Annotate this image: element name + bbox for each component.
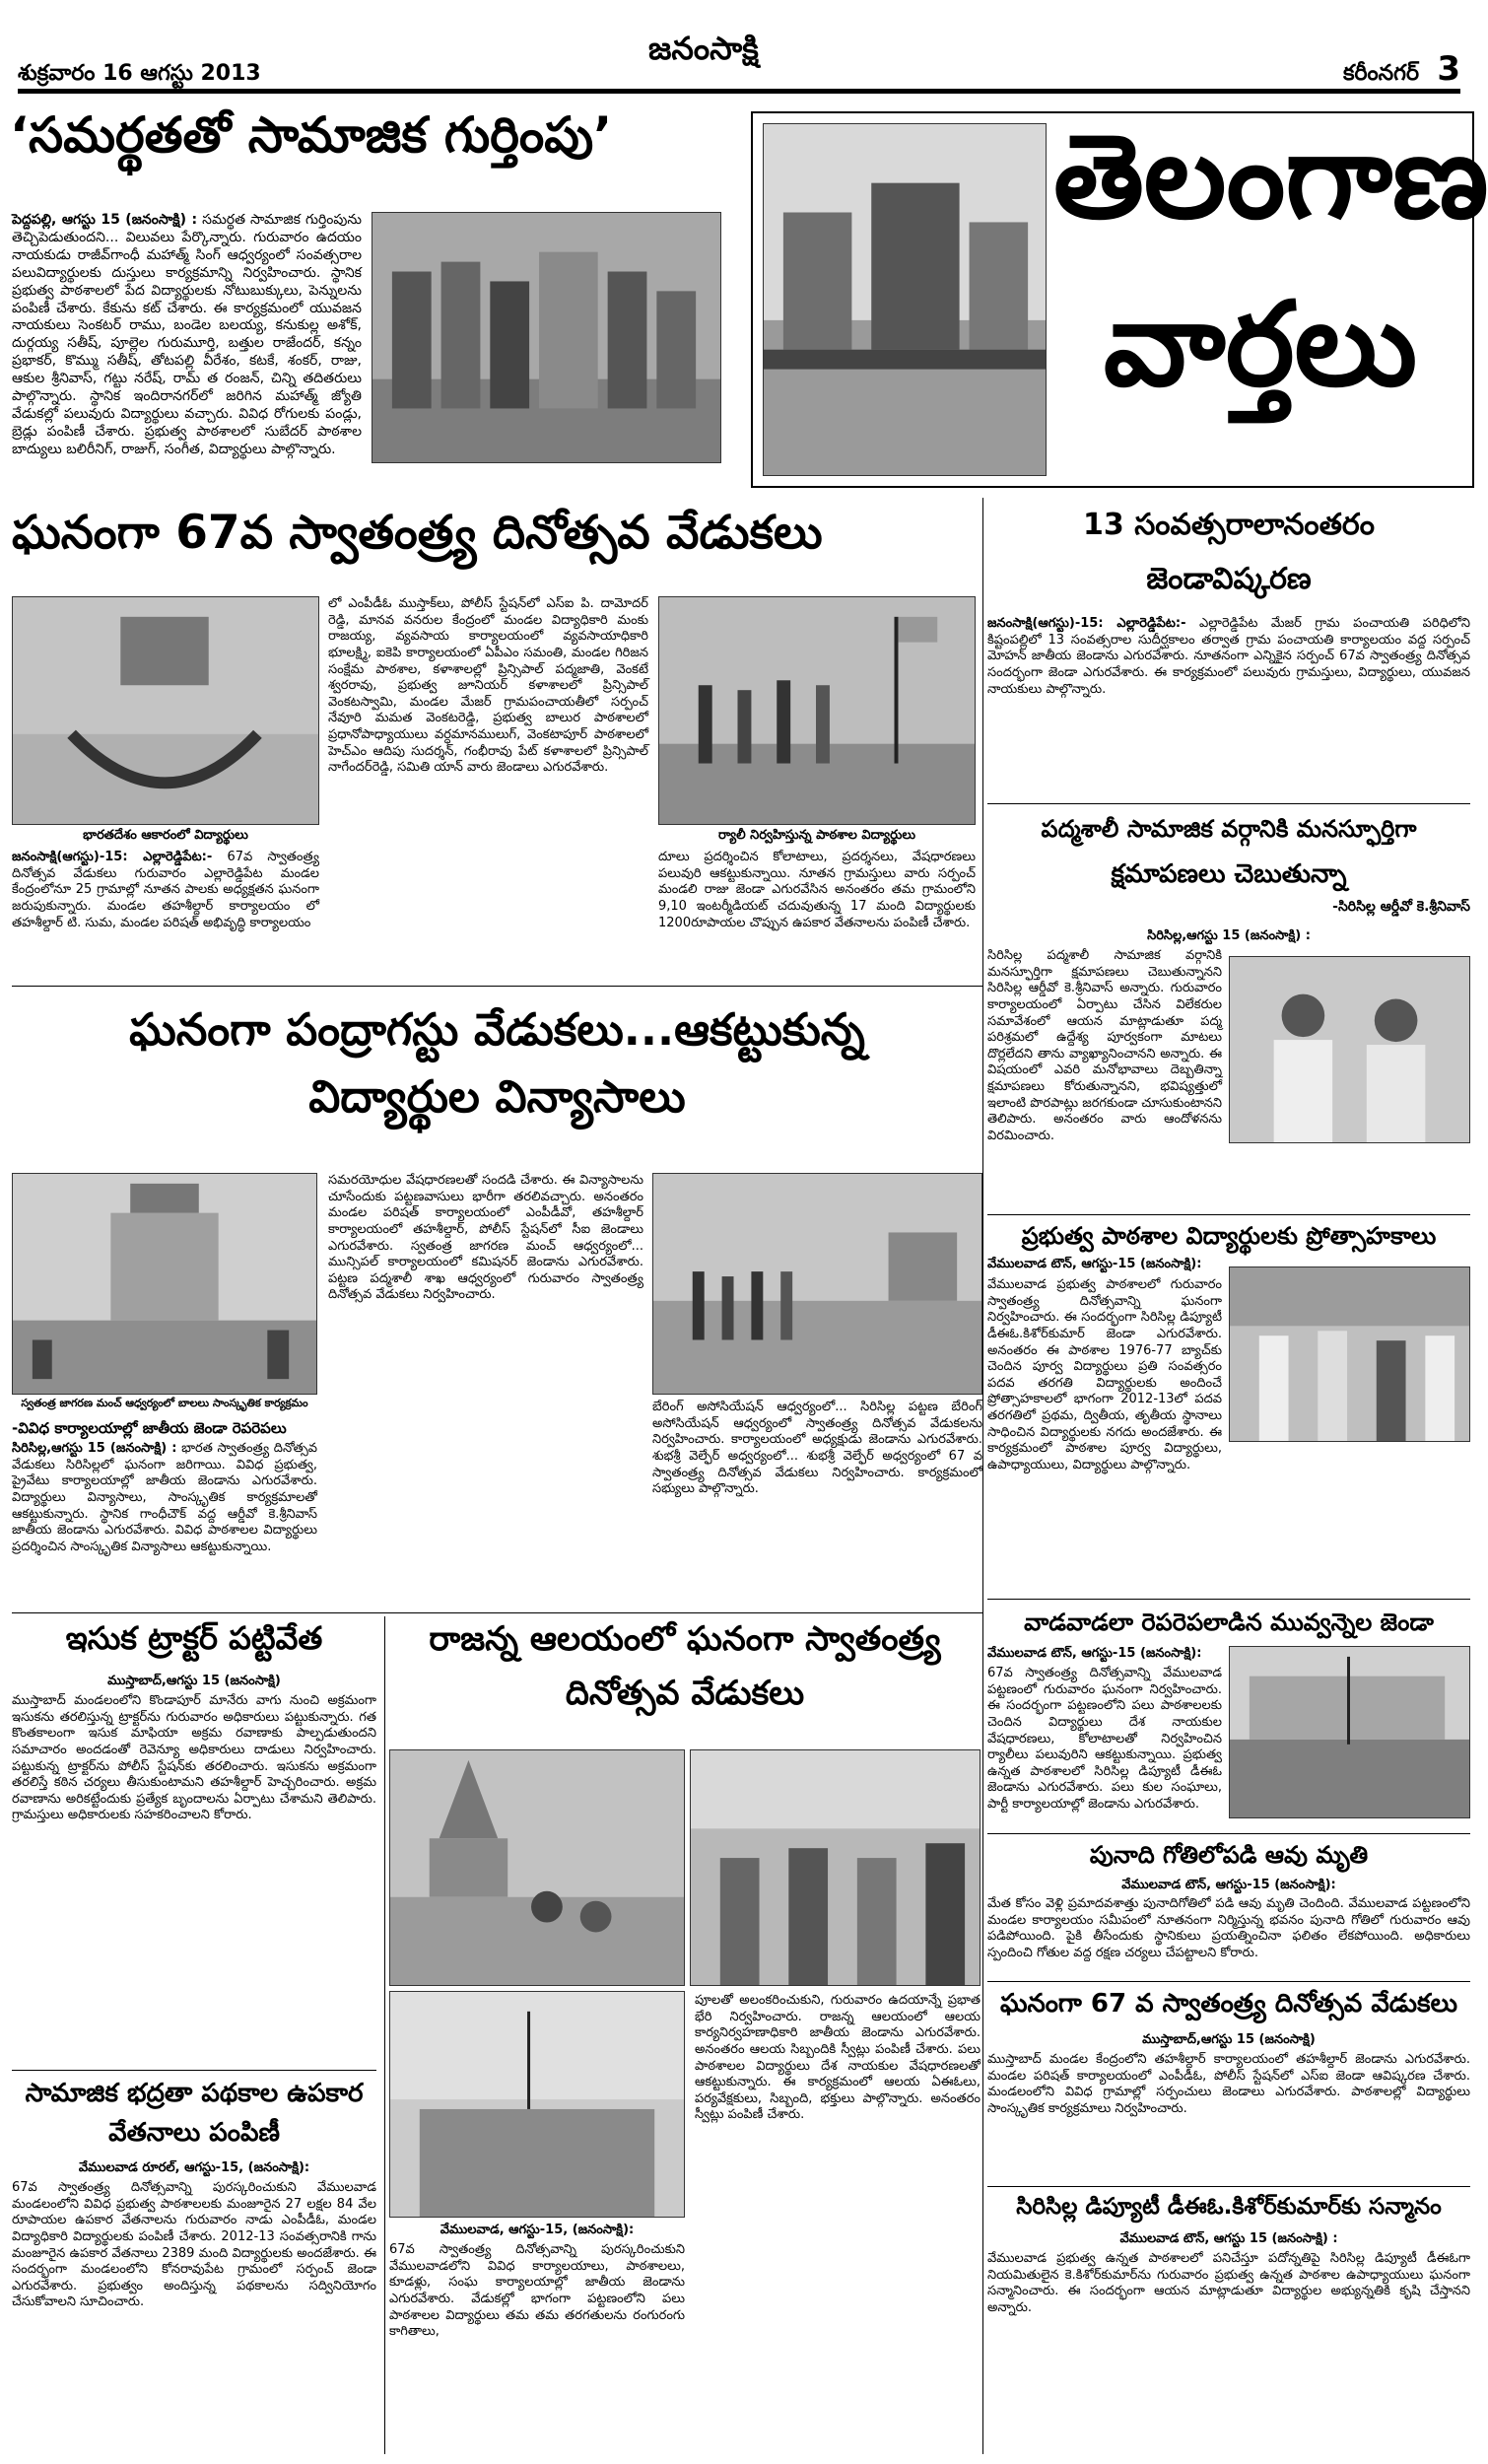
- story7-divider: [987, 1833, 1470, 1834]
- right-column-divider: [982, 498, 983, 2454]
- story9-body: ముస్తాబాద్ మండల కేంద్రంలోని తహశీల్దార్ కార్యాలయంలో తహశీల్దార్ జెండాను ఎగురవేశారు. మండల పరిషత్ కార్యాలయంలో ఎంపీడీఓ, పోలీస్ స్టేషన్‌లో ఎస్ఐ జెండా ఆవిష్కరణ చేశారు. మండలంలోని వివిధ గ్రామాల్లో సర్పంచులు జెండాలు ఎగురవేశారు. పాఠశాలల్లో విద్యార్థులు సాంస్కృతిక కార్యక్రమాలు నిర్వహించారు.: [987, 2052, 1470, 2116]
- story12-headline1: సామాజిక భద్రతా పథకాల ఉపకార: [25, 2079, 364, 2108]
- story12-headline2: వేతనాలు పంపిణీ: [108, 2118, 280, 2148]
- story13-body-a: 67వ స్వాతంత్ర్య దినోత్సవాన్ని పురస్కరించుకుని వేములవాడలోని వివిధ కార్యాలయాలు, పాఠశాలలు, కూడళ్లు, సంఘ కార్యాలయాల్లో జాతీయ జెండాను ఎగురవేశారు. వేడుకల్లో భాగంగా పట్టణంలోని పలు పాఠశాలల విద్యార్థులు తమ తమ తరగతులను రంగురంగు కాగితాలు,: [389, 2242, 685, 2340]
- promo-line1: తెలంగాణ: [1053, 108, 1488, 244]
- story6-body-a: భారత స్వాతంత్ర్య దినోత్సవ వేడుకలు సిరిసిల్లలో ఘనంగా జరిగాయి. వివిధ ప్రభుత్వ, ప్రైవేటు కార్యాలయాల్లో జాతీయ జెండాను ఎగురవేశారు. విద్యార్థులు విన్యాసాలు, సాంస్కృతిక కార్యక్రమాలతో ఆకట్టుకున్నారు. స్థానిక గాంధీచౌక్ వద్ద ఆర్డీవో కె.శ్రీనివాస్ జాతీయ జెండాను ఎగురవేశారు. వివిధ పాఠశాలల విద్యార్థులు ప్రదర్శించిన సాంస్కృతిక విన్యాసాలు ఆకట్టుకున్నాయి.: [12, 1441, 317, 1554]
- story2-photo1-image: [13, 597, 318, 824]
- story2-headline: ఘనంగా 67వ స్వాతంత్ర్య దినోత్సవ వేడుకలు: [12, 506, 823, 560]
- story8-divider: [987, 1981, 1470, 1982]
- story6-photo2: [652, 1173, 982, 1395]
- story4-body: సిరిసిల్ల పద్మశాలీ సామాజిక వర్గానికి మనస్ఫూర్తిగా క్షమాపణలు చెబుతున్నానని సిరిసిల్ల ఆర్డీవో కె.శ్రీనివాస్ అన్నారు. గురువారం కార్యాలయంలో ఏర్పాటు చేసిన విలేకరుల సమావేశంలో ఆయన మాట్లాడుతూ పద్మ పరిశ్రమలో ఉద్దేశ్య పూర్వకంగా మాటలు దొర్లలేదని తాను వ్యాఖ్యానించానని అన్నారు. ఈ విషయంలో ఎవరి మనోభావాలు దెబ్బతిన్నా క్షమాపణలు కోరుతున్నానని, భవిష్యత్తులో ఇలాంటి పొరపాట్లు జరగకుండా చూసుకుంటానని తెలిపారు. అనంతరం వారు ఆందోళనను విరమించారు.: [987, 948, 1222, 1143]
- story2-body-a: 67వ స్వాతంత్ర్య దినోత్సవ వేడుకలు గురువారం ఎల్లారెడ్డిపేట మండల కేంద్రంలోనూ 25 గ్రామాల్లో నూతన పాలకు అధ్యక్షతన ఘనంగా జరుపుకున్నారు. మండల తహశీల్దార్ కార్యాలయం లో తహశీల్దార్ టి. సుమ, మండల పరిషత్ అభివృద్ధి కార్యాలయం: [12, 850, 319, 930]
- story13-photo1-image: [390, 1750, 684, 1985]
- masthead: [18, 10, 1460, 89]
- story2-text-a: [12, 850, 319, 978]
- story7-headline: వాడవాడలా రెపరెపలాడిన మువ్వన్నెల జెండా: [1024, 1608, 1434, 1636]
- story6-photo1-image: [13, 1174, 316, 1394]
- story1-headline: ‘సమర్థతతో సామాజిక గుర్తింపు’: [10, 106, 613, 164]
- masthead-date: శుక్రవారం 16 ఆగస్టు 2013: [18, 61, 261, 86]
- fort-photo: [763, 123, 1047, 476]
- story3-dateline: జనంసాక్షి(ఆగస్టు)-15: ఎల్లారెడ్డిపేట:-: [987, 616, 1186, 631]
- story5-divider: [987, 1599, 1470, 1600]
- story3-headline1: 13 సంవత్సరాలానంతరం: [1083, 508, 1375, 542]
- story11-dateline: ముస్తాబాద్,ఆగస్టు 15 (జనంసాక్షి): [107, 1674, 281, 1688]
- story1-text: [12, 212, 362, 517]
- story6-photo1: [12, 1173, 317, 1395]
- story5-headline: ప్రభుత్వ పాఠశాల విద్యార్థులకు ప్రోత్సాహకాలు: [1021, 1222, 1437, 1250]
- story7-photo: [1229, 1646, 1470, 1818]
- story2-photo2: [658, 596, 976, 825]
- story7-photo-image: [1230, 1647, 1469, 1817]
- masthead-rule: [18, 89, 1460, 94]
- story13-photo2: [690, 1749, 981, 1986]
- story3-text: [987, 616, 1470, 798]
- story8-body: మేత కోసం వెళ్లి ప్రమాదవశాత్తు పునాదిగోతిలో పడి ఆవు మృతి చెందింది. వేములవాడ పట్టణంలోని మండల కార్యాలయం సమీపంలో నూతనంగా నిర్మిస్తున్న భవనం పునాది గోతిలో గురువారం ఆవు పడిపోయింది. పైకి తీసేందుకు స్థానికులు ప్రయత్నించినా ఫలితం లేకపోయింది. అధికారులు స్పందించి గోతుల వద్ద రక్షణ చర్యలు చేపట్టాలని కోరారు.: [987, 1896, 1470, 1960]
- story6-body-b: సమరయోధుల వేషధారణలతో సందడి చేశారు. ఈ విన్యాసాలను చూసేందుకు పట్టణవాసులు భారీగా తరలివచ్చారు. అనంతరం మండల పరిషత్ కార్యాలయంలో ఎంపీడీవో, తహశీల్దార్ కార్యాలయంలో తహశీల్దార్, పోలీస్ స్టేషన్‌లో సీఐ జెండాలు ఎగురవేశారు. స్వతంత్ర జాగరణ మంచ్ ఆధ్వర్యంలో... మున్సిపల్ కార్యాలయంలో కమిషనర్ జెండాను ఎగురవేశారు. పట్టణ పద్మశాలీ శాఖ ఆధ్వర్యంలో గురువారం స్వాతంత్ర్య దినోత్సవ వేడుకలు నిర్వహించారు.: [328, 1173, 643, 1303]
- story3-headline2: జెండావిష్కరణ: [1146, 562, 1312, 596]
- story1-dateline: పెద్దపల్లి, ఆగస్టు 15 (జనంసాక్షి) :: [12, 212, 198, 228]
- story2-dateline: జనంసాక్షి(ఆగస్టు)-15: ఎల్లారెడ్డిపేట:-: [12, 850, 213, 864]
- story2-photo2-image: [659, 597, 975, 824]
- story13-headline2: దినోత్సవ వేడుకలు: [565, 1674, 805, 1713]
- story4-photo-image: [1230, 957, 1469, 1142]
- story3-divider: [987, 803, 1470, 804]
- story4-headline2: క్షమాపణలు చెబుతున్నా: [1111, 859, 1347, 889]
- story8-headline: పునాది గోతిలోపడి ఆవు మృతి: [1089, 1841, 1369, 1869]
- story7-body: 67వ స్వాతంత్ర్య దినోత్సవాన్ని వేములవాడ పట్టణంలో గురువారం ఘనంగా నిర్వహించారు. ఈ సందర్భంగా పట్టణంలోని పలు పాఠశాలలకు చెందిన విద్యార్థులు దేశ నాయకుల వేషధారణలు, కోలాటాలతో నిర్వహించిన ర్యాలీలు పలువురిని ఆకట్టుకున్నాయి. ప్రభుత్వ ఉన్నత పాఠశాలలో సిరిసిల్ల డిప్యూటీ డీఈఓ జెండాను ఎగురవేశారు. పలు కుల సంఘాలు, పార్టీ కార్యాలయాల్లో జెండాను ఎగురవేశారు.: [987, 1666, 1222, 1812]
- story10-dateline: వేములవాడ టౌన్, ఆగస్టు 15 (జనంసాక్షి) :: [1119, 2231, 1338, 2246]
- story9-divider: [987, 2186, 1470, 2187]
- masthead-logo: జనంసాక్షి: [648, 30, 759, 67]
- story10-body: వేములవాడ ప్రభుత్వ ఉన్నత పాఠశాలలో పనిచేస్తూ పదోన్నతిపై సిరిసిల్ల డిప్యూటీ డీఈఓగా నియమితులైన కె.కిశోర్‌కుమార్‌ను గురువారం ప్రభుత్వ ఉన్నత పాఠశాల ఉపాధ్యాయులు ఘనంగా సన్మానించారు. ఈ సందర్భంగా ఆయన మాట్లాడుతూ విద్యార్థుల అభ్యున్నతికి కృషి చేస్తానని అన్నారు.: [987, 2251, 1470, 2315]
- story11-divider: [12, 2070, 376, 2071]
- story5-body: వేములవాడ ప్రభుత్వ పాఠశాలలో గురువారం స్వాతంత్ర్య దినోత్సవాన్ని ఘనంగా నిర్వహించారు. ఈ సందర్భంగా సిరిసిల్ల డిప్యూటీ డీఈఓ.కిశోర్‌కుమార్ జెండా ఎగురవేశారు. అనంతరం ఈ పాఠశాల 1976-77 బ్యాచ్‌కు చెందిన పూర్వ విద్యార్థులు ప్రతి సంవత్సరం పదవ తరగతి విద్యార్థులకు అందించే ప్రోత్సాహకాలలో భాగంగా 2012-13లో పదవ తరగతిలో ప్రథమ, ద్వితీయ, తృతీయ స్థానాలు సాధించిన విద్యార్థులకు నగదు అందజేశారు. ఈ కార్యక్రమంలో పాఠశాల పూర్వ విద్యార్థులు, ఉపాధ్యాయులు, విద్యార్థులు పాల్గొన్నారు.: [987, 1277, 1222, 1472]
- story6-headline2: విద్యార్థుల విన్యాసాలు: [308, 1070, 686, 1123]
- story12-dateline: వేములవాడ రూరల్, ఆగస్టు-15, (జనంసాక్షి):: [78, 2160, 310, 2175]
- story6-text-a: [12, 1441, 317, 1604]
- story6-subhead: -వివిధ కార్యాలయాల్లో జాతీయ జెండా రెపరెపలు: [12, 1419, 287, 1437]
- story13-dateline: వేములవాడ, ఆగస్టు-15, (జనంసాక్షి):: [440, 2223, 635, 2237]
- story6-photo2-image: [653, 1174, 981, 1394]
- story6-caption1: స్వతంత్ర జాగరణ మంచ్ ఆధ్వర్యంలో బాలలు సాంస్కృతిక కార్యక్రమం: [21, 1397, 308, 1409]
- story13-body-b: పూలతో అలంకరించుకుని, గురువారం ఉదయాన్నే ప్రభాత భేరి నిర్వహించారు. రాజన్న ఆలయంలో ఆలయ కార్యనిర్వహణాధికారి జాతీయ జెండాను ఎగురవేశారు. అనంతరం ఆలయ సిబ్బందికి స్వీట్లు పంపిణీ చేశారు. పలు పాఠశాలల విద్యార్థులు దేశ నాయకుల వేషధారణలతో ఆకట్టుకున్నారు. ఈ కార్యక్రమంలో ఆలయ ఏఈఓలు, పర్యవేక్షకులు, సిబ్బంది, భక్తులు పాల్గొన్నారు. అనంతరం స్వీట్లు పంపిణీ చేశారు.: [695, 1993, 981, 2123]
- story4-byline: -సిరిసిల్ల ఆర్డీవో కె.శ్రీనివాస్: [1332, 899, 1470, 915]
- fort-photo-image: [764, 124, 1046, 475]
- story2-caption2: ర్యాలీ నిర్వహిస్తున్న పాఠశాల విద్యార్థులు: [717, 828, 916, 843]
- story11-body: ముస్తాబాద్ మండలంలోని కొండాపూర్ మానేరు వాగు నుంచి అక్రమంగా ఇసుకను తరలిస్తున్న ట్రాక్టర్‌ను గురువారం అధికారులు పట్టుకున్నారు. గత కొంతకాలంగా ఇసుక మాఫియా అక్రమ రవాణాకు పాల్పడుతుందని సమాచారం అందడంతో రెవెన్యూ అధికారులు దాడులు నిర్వహించారు. పట్టుకున్న ట్రాక్టర్‌ను పోలీస్ స్టేషన్‌కు తరలించారు. ఇసుకను అక్రమంగా తరలిస్తే కఠిన చర్యలు తీసుకుంటామని తహశీల్దార్ హెచ్చరించారు. అక్రమ రవాణాను అరికట్టేందుకు ప్రత్యేక బృందాలను ఏర్పాటు చేశామని తెలిపారు. గ్రామస్తులు అధికారులకు సహకరించాలని కోరారు.: [12, 1693, 376, 1823]
- story5-photo: [1229, 1266, 1470, 1442]
- story13-photo3-image: [390, 1992, 684, 2217]
- story2-text-c: దూలు ప్రదర్శించిన కోలాటాలు, ప్రదర్శనలు, వేషధారణలు పలువురి ఆకట్టుకున్నాయి. నూతన గ్రామస్తులు వారు సర్పంచ్ మండలి రాజు జెండా ఎగురవేసిన అనంతరం తమ గ్రామంలోని 9,10 ఇంటర్మీడియట్ చదువుతున్న 17 మంది విద్యార్థులకు 1200రూపాయల చొప్పున ఉపకార వేతనాలను పంపిణీ చేశారు.: [658, 850, 976, 930]
- story1-photo-image: [372, 213, 720, 462]
- story3-body: ఎల్లారెడ్డిపేట మేజర్ గ్రామ పంచాయతి పరిధిలోని కిష్టంపల్లిలో 13 సంవత్సరాల సుదీర్ఘకాలం తర్వాత గ్రామ పంచాయతి కార్యాలయం వద్ద సర్పంచ్ మోహన్ జాతీయ జెండాను ఎగురవేశారు. నూతనంగా ఎన్నికైన సర్పంచ్ 67వ స్వాతంత్ర్య దినోత్సవ సందర్భంగా జెండా ఎగురవేశారు. ఈ కార్యక్రమంలో పలువురు గ్రామస్తులు, విద్యార్థులు, యువజన నాయకులు పాల్గొన్నారు.: [987, 616, 1470, 697]
- story10-headline: సిరిసిల్ల డిప్యూటీ డీఈఓ.కిశోర్‌కుమార్‌కు సన్మానం: [1016, 2194, 1442, 2220]
- story12-body: 67వ స్వాతంత్ర్య దినోత్సవాన్ని పురస్కరించుకుని వేములవాడ మండలంలోని వివిధ ప్రభుత్వ పాఠశాలలకు మంజూరైన 27 లక్షల 84 వేల రూపాయల ఉపకార వేతనాలను గురువారం నాడు ఎంపీడీఓ, మండల విద్యాధికారి విద్యార్థులకు పంపిణీ చేశారు. 2012-13 సంవత్సరానికి గాను మంజూరైన ఉపకార వేతనాలు 2389 మంది విద్యార్థులకు అందజేశారు. ఈ సందర్భంగా మండలంలోని కోనరావుపేట గ్రామంలో సర్పంచ్ జెండా ఎగురవేశారు. ప్రభుత్వం అందిస్తున్న పథకాలను సద్వినియోగం చేసుకోవాలని సూచించారు.: [12, 2180, 376, 2310]
- story11-headline: ఇసుక ట్రాక్టర్ పట్టివేత: [65, 1619, 323, 1657]
- story9-headline: ఘనంగా 67 వ స్వాతంత్ర్య దినోత్సవ వేడుకలు: [999, 1989, 1458, 2019]
- story5-dateline: వేములవాడ టౌన్, ఆగస్టు-15 (జనంసాక్షి):: [987, 1257, 1202, 1271]
- story13-headline1: రాజన్న ఆలయంలో ఘనంగా స్వాతంత్ర్య: [429, 1619, 941, 1659]
- story4-photo: [1229, 956, 1470, 1143]
- story9-dateline: ముస్తాబాద్,ఆగస్టు 15 (జనంసాక్షి): [1142, 2032, 1316, 2047]
- story2-text-b: లో ఎంపీడీఓ ముస్తాక్‌లు, పోలీస్ స్టేషన్‌లో ఎస్ఐ పి. దామోదర్ రెడ్డి, మానవ వనరుల కేంద్రంలో మండల విద్యాధికారి మంకు రాజయ్య, వ్యవసాయ కార్యాలయంలో వ్యవసాయాధికారి భూలక్ష్మి, ఐకెపి కార్యాలయంలో ఏపీఎం సమంతి, మండల గిరిజన సంక్షేమ పాఠశాల, కళాశాలల్లో ప్రిన్సిపాల్ పద్మజాతి, వెంకటే శ్వరరావు, ప్రభుత్వ జూనియర్ కళాశాలలో ప్రిన్సిపాల్ వెంకటస్వామి, మండల మేజర్ గ్రామపంచాయతీలో సర్పంచ్ నేవూరి మమత వెంకటరెడ్డి, ప్రభుత్వ బాలుర పాఠశాలలో ప్రధానోపాధ్యాయులు వర్ధమానములుగ్, వెంకటాపూర్ పాఠశాలలో హెచ్ఎం ఆదిపు సుదర్శన్, గంభీరావు పేట్ కళాశాలలో ప్రిన్సిపాల్ నాగేందర్‌రెడ్డి, సమితి యాన్ వారు జెండాలు ఎగురవేశారు.: [328, 596, 648, 776]
- story8-dateline: వేములవాడ టౌన్, ఆగస్టు-15 (జనంసాక్షి):: [1121, 1878, 1336, 1892]
- page-number: 3: [1437, 49, 1460, 89]
- story4-divider: [987, 1214, 1470, 1215]
- story6-body-c: బేరింగ్ అసోసియేషన్ ఆధ్వర్యంలో... సిరిసిల్ల పట్టణ బేరింగ్ అసోసియేషన్ ఆధ్వర్యంలో స్వాతంత్ర్య దినోత్సవ వేడుకలను నిర్వహించారు. కార్యాలయంలో అధ్యక్షుడు జెండాను ఎగురవేశారు. శుభశ్రీ వెల్ఫేర్ అధ్వర్యంలో... శుభశ్రీ వెల్ఫేర్ అధ్వర్యంలో 67 వ స్వాతంత్ర్య దినోత్సవ వేడుకలు నిర్వహించారు. కార్యక్రమంలో సభ్యులు పాల్గొన్నారు.: [652, 1400, 982, 1497]
- story1-photo: [372, 212, 721, 463]
- lower-divider: [12, 1612, 982, 1613]
- promo-line2: వార్తలు: [1103, 276, 1418, 412]
- story13-photo1: [389, 1749, 685, 1986]
- story1-body: సమర్థత సామాజిక గుర్తింపును తెచ్చిపెడుతుందని... విలువలు పేర్కొన్నారు. గురువారం ఉదయం నాయకుడు రాజీవ్‌గాంధీ మహాత్మ్ సింగ్ ఆధ్వర్యంలో సంవత్సరాల పలువిద్యార్థులకు దుస్తులు కార్యక్రమాన్ని నిర్వహించారు. స్థానిక ప్రభుత్వ పాఠశాలలో పేద విద్యార్థులకు నోటుబుక్కులు, పెన్నులను పంపిణీ చేశారు. కేకును కట్ చేశారు. ఈ కార్యక్రమంలో యువజన నాయకులు సెంకటర్ రాము, బండెల బలయ్య, కనుకుల్ల అశోక్, దుర్గయ్య సతీష్, పూల్లెల గురుమూర్తి, బత్తుల రాజేందర్, కన్నం ప్రభాకర్, కొమ్ము సతీష్, తోటపల్లి వీరేశం, కటకే, శంకర్, రాజు, ఆకుల శ్రీనివాస్, గట్టు నరేష్, రామ్ త రంజన్, చిన్ని తదితరులు పాల్గొన్నారు. స్థానిక ఇందిరానగర్‌లో జరిగిన మహాత్మ్ జ్యోతి వేడుకల్లో పలువురు విద్యార్థులు వచ్చారు. వివిధ రోగులకు పండ్లు, బ్రెడ్లు పంపిణీ చేశారు. ప్రభుత్వ పాఠశాలలో సుబేదర్ పాఠశాల బాద్యులు బలిరీనిగ్, రాజుగ్, సంగీత, విద్యార్థులు పాల్గొన్నారు.: [12, 212, 363, 457]
- story6-headline1: ఘనంగా పంద్రాగస్టు వేడుకలు...ఆకట్టుకున్న: [129, 1003, 865, 1056]
- story2-photo1: [12, 596, 319, 825]
- mid-divider: [12, 986, 982, 987]
- story4-headline1: పద్మశాలీ సామాజిక వర్గానికి మనస్ఫూర్తిగా: [1041, 815, 1417, 843]
- story2-caption1: భారతదేశం ఆకారంలో విద్యార్థులు: [83, 828, 248, 843]
- story6-dateline: సిరిసిల్ల,ఆగస్టు 15 (జనంసాక్షి) :: [12, 1441, 177, 1456]
- column-divider: [384, 1616, 385, 2454]
- story7-dateline: వేములవాడ టౌన్, ఆగస్టు-15 (జనంసాక్షి):: [987, 1646, 1202, 1661]
- masthead-city: కరీంనగర్: [1342, 61, 1419, 86]
- story4-dateline: సిరిసిల్ల,ఆగస్టు 15 (జనంసాక్షి) :: [1147, 928, 1311, 943]
- telangana-promo: [751, 108, 1488, 488]
- story13-photo2-image: [691, 1750, 980, 1985]
- story13-photo3: [389, 1991, 685, 2218]
- story5-photo-image: [1230, 1267, 1469, 1441]
